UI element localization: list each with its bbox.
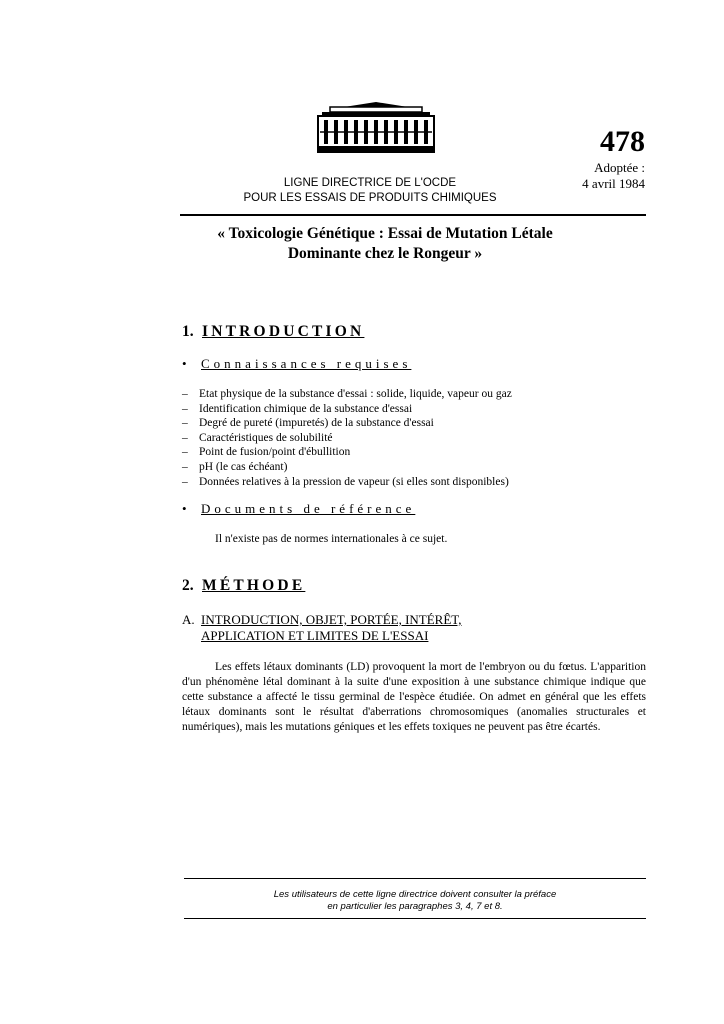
footer-bottom-rule [184, 918, 646, 919]
section-2-title: MÉTHODE [202, 577, 306, 594]
oecd-building-logo-icon [316, 102, 436, 154]
subsection-references-title: Documents de référence [201, 501, 416, 516]
prerequisites-list [182, 387, 512, 489]
guideline-series [220, 176, 520, 206]
bullet-icon: • [182, 356, 187, 371]
intro-paragraph: Les effets létaux dominants (LD) provoquent la mort de l'embryon ou du fœtus. L'apparition d'un phénomène létal dominant à la suite d'une exposition à une substance chimique indique que cette substance a affecté le tissu germinal de l'espèce étudiée. On admet en général que les effets létaux dominants sont le résultat d'aberrations chromosomiques (anomalies structurales et numériques), mais les mutations géniques et les effets toxiques ne peuvent pas être écartés. [182, 661, 646, 733]
list-item: – Caractéristiques de solubilité [182, 431, 333, 444]
dash-icon: – [182, 475, 188, 488]
subsection-prerequisites-title: Connaissances requises [201, 356, 412, 371]
list-item: – pH (le cas échéant) [182, 460, 288, 473]
list-item: – Degré de pureté (impuretés) de la substance d'essai [182, 417, 434, 430]
dash-icon: – [182, 460, 188, 473]
subsection-a-letter: A. [182, 612, 195, 627]
dash-icon: – [182, 431, 188, 444]
dash-icon: – [182, 388, 188, 400]
subsection-prerequisites [182, 356, 411, 372]
dash-icon: – [182, 417, 188, 430]
footer-line-1: Les utilisateurs de cette ligne directrice doivent consulter la préface [273, 889, 557, 900]
references-text: Il n'existe pas de normes internationales à ce sujet. [215, 533, 448, 545]
document-number: 478 [600, 125, 645, 158]
section-2-number: 2. [182, 577, 194, 594]
subsection-a-heading [182, 612, 462, 644]
footer-note [184, 889, 646, 913]
list-item: – Point de fusion/point d'ébullition [182, 446, 351, 459]
subsection-a-title-line-1: INTRODUCTION, OBJET, PORTÉE, INTÉRÊT, [201, 612, 462, 627]
dash-icon: – [182, 446, 188, 459]
bullet-icon: • [182, 501, 187, 516]
list-item: – Etat physique de la substance d'essai : solide, liquide, vapeur ou gaz [182, 388, 512, 400]
list-item: – Données relatives à la pression de vapeur (si elles sont disponibles) [182, 475, 509, 488]
section-1-title: INTRODUCTION [202, 323, 365, 340]
footer-line-2: en particulier les paragraphes 3, 4, 7 et 8. [327, 901, 503, 912]
adoption-info [582, 160, 645, 192]
guideline-line-2: POUR LES ESSAIS DE PRODUITS CHIMIQUES [243, 192, 497, 204]
section-1-heading [182, 322, 364, 342]
document-title [180, 224, 590, 264]
section-2-heading [182, 576, 305, 596]
dash-icon: – [182, 402, 188, 415]
guideline-line-1: LIGNE DIRECTRICE DE L'OCDE [283, 177, 457, 189]
list-item: – Identification chimique de la substance d'essai [182, 402, 413, 415]
footer-top-rule [184, 878, 646, 879]
subsection-a-title-line-2: APPLICATION ET LIMITES DE L'ESSAI [201, 628, 429, 643]
title-line-1: « Toxicologie Génétique : Essai de Mutation Létale [217, 225, 553, 242]
title-line-2: Dominante chez le Rongeur » [287, 245, 483, 262]
adopted-date: 4 avril 1984 [582, 176, 645, 191]
subsection-references [182, 501, 415, 517]
adopted-label: Adoptée : [594, 160, 645, 175]
section-1-number: 1. [182, 323, 194, 340]
header-divider [180, 214, 646, 216]
